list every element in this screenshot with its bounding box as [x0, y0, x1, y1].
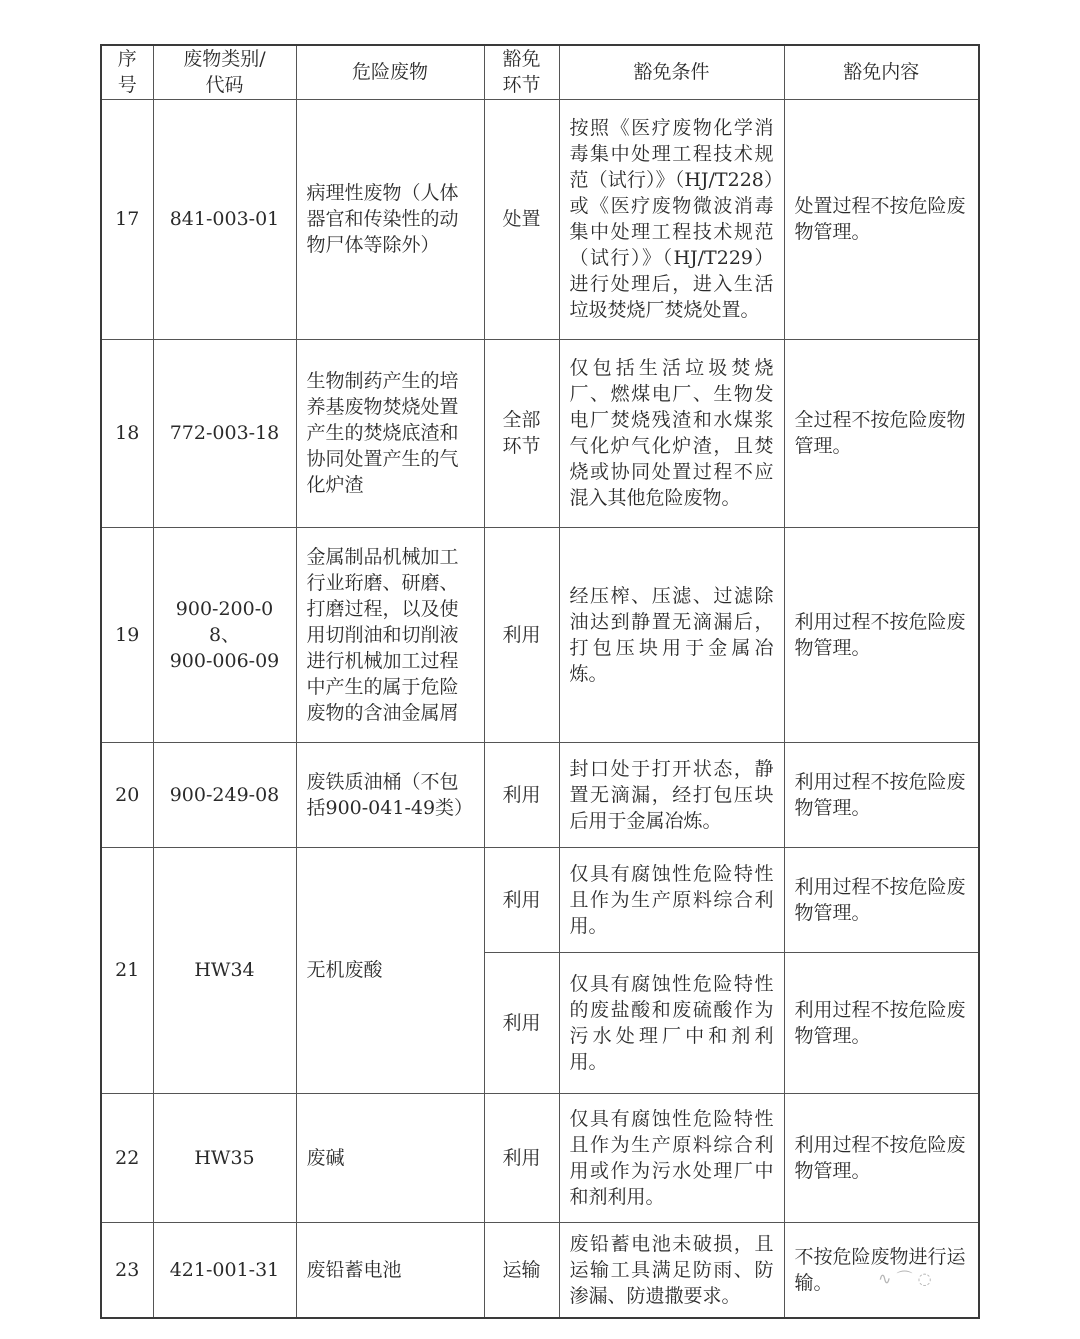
row-condition: 仅包括生活垃圾焚烧厂、燃煤电厂、生物发电厂焚烧残渣和水煤浆气化炉气化炉渣，且焚烧或协同处置过程不应混入其他危险废物。 — [559, 339, 784, 527]
row-stage: 全部 环节 — [484, 339, 559, 527]
row-condition: 仅具有腐蚀性危险特性且作为生产原料综合利用。 — [559, 847, 784, 952]
header-stage: 豁免 环节 — [484, 45, 559, 99]
table-row — [101, 339, 979, 527]
row-stage: 处置 — [484, 99, 559, 339]
row-code: 900-249-08 — [153, 742, 296, 847]
header-row — [101, 45, 979, 99]
header-condition: 豁免条件 — [559, 45, 784, 99]
row-code: 772-003-18 — [153, 339, 296, 527]
header-no: 序 号 — [101, 45, 153, 99]
row-waste: 生物制药产生的培养基废物焚烧处置产生的焚烧底渣和协同处置产生的气化炉渣 — [296, 339, 484, 527]
row-condition: 废铅蓄电池未破损，且运输工具满足防雨、防渗漏、防遗撒要求。 — [559, 1222, 784, 1318]
row-condition: 按照《医疗废物化学消毒集中处理工程技术规范（试行）》（HJ/T228）或《医疗废物微波消毒集中处理工程技术规范（试行）》（HJ/T229）进行处理后，进入生活垃圾焚烧厂焚烧处置。 — [559, 99, 784, 339]
row-condition: 经压榨、压滤、过滤除油达到静置无滴漏后，打包压块用于金属冶炼。 — [559, 527, 784, 742]
header-content: 豁免内容 — [784, 45, 979, 99]
row-content: 处置过程不按危险废物管理。 — [784, 99, 979, 339]
row-code: HW35 — [153, 1093, 296, 1222]
row-no: 20 — [101, 742, 153, 847]
row-no: 19 — [101, 527, 153, 742]
header-waste: 危险废物 — [296, 45, 484, 99]
table-row — [101, 847, 979, 952]
row-content: 利用过程不按危险废物管理。 — [784, 952, 979, 1093]
row-content: 利用过程不按危险废物管理。 — [784, 847, 979, 952]
row-stage: 利用 — [484, 527, 559, 742]
row-condition: 仅具有腐蚀性危险特性且作为生产原料综合利用或作为污水处理厂中和剂利用。 — [559, 1093, 784, 1222]
row-waste: 废铁质油桶（不包括900-041-49类） — [296, 742, 484, 847]
exemption-table — [100, 44, 980, 1319]
row-content: 利用过程不按危险废物管理。 — [784, 742, 979, 847]
watermark-icon: ∿ ⌒ ◌ — [878, 1269, 932, 1288]
row-no: 22 — [101, 1093, 153, 1222]
row-waste: 废碱 — [296, 1093, 484, 1222]
row-stage: 利用 — [484, 1093, 559, 1222]
row-condition: 仅具有腐蚀性危险特性的废盐酸和废硫酸作为污水处理厂中和剂利用。 — [559, 952, 784, 1093]
row-no: 21 — [101, 847, 153, 1093]
row-stage: 利用 — [484, 742, 559, 847]
row-stage: 运输 — [484, 1222, 559, 1318]
row-content: 利用过程不按危险废物管理。 — [784, 527, 979, 742]
row-code: 841-003-01 — [153, 99, 296, 339]
row-condition: 封口处于打开状态，静置无滴漏，经打包压块后用于金属冶炼。 — [559, 742, 784, 847]
table-row — [101, 527, 979, 742]
table-row — [101, 742, 979, 847]
row-stage: 利用 — [484, 952, 559, 1093]
row-waste: 无机废酸 — [296, 847, 484, 1093]
row-no: 23 — [101, 1222, 153, 1318]
table-row — [101, 1093, 979, 1222]
row-no: 17 — [101, 99, 153, 339]
row-code: 900-200-08、 900-006-09 — [153, 527, 296, 742]
table-row — [101, 1222, 979, 1318]
row-waste: 金属制品机械加工行业珩磨、研磨、打磨过程，以及使用切削油和切削液进行机械加工过程中产生的属于危险废物的含油金属屑 — [296, 527, 484, 742]
header-code: 废物类别/ 代码 — [153, 45, 296, 99]
row-waste: 病理性废物（人体器官和传染性的动物尸体等除外） — [296, 99, 484, 339]
row-content: 全过程不按危险废物管理。 — [784, 339, 979, 527]
row-content: 不按危险废物进行运输。 — [784, 1222, 979, 1318]
row-code: 421-001-31 — [153, 1222, 296, 1318]
row-waste: 废铅蓄电池 — [296, 1222, 484, 1318]
row-stage: 利用 — [484, 847, 559, 952]
row-content: 利用过程不按危险废物管理。 — [784, 1093, 979, 1222]
row-no: 18 — [101, 339, 153, 527]
row-code: HW34 — [153, 847, 296, 1093]
table-row — [101, 99, 979, 339]
